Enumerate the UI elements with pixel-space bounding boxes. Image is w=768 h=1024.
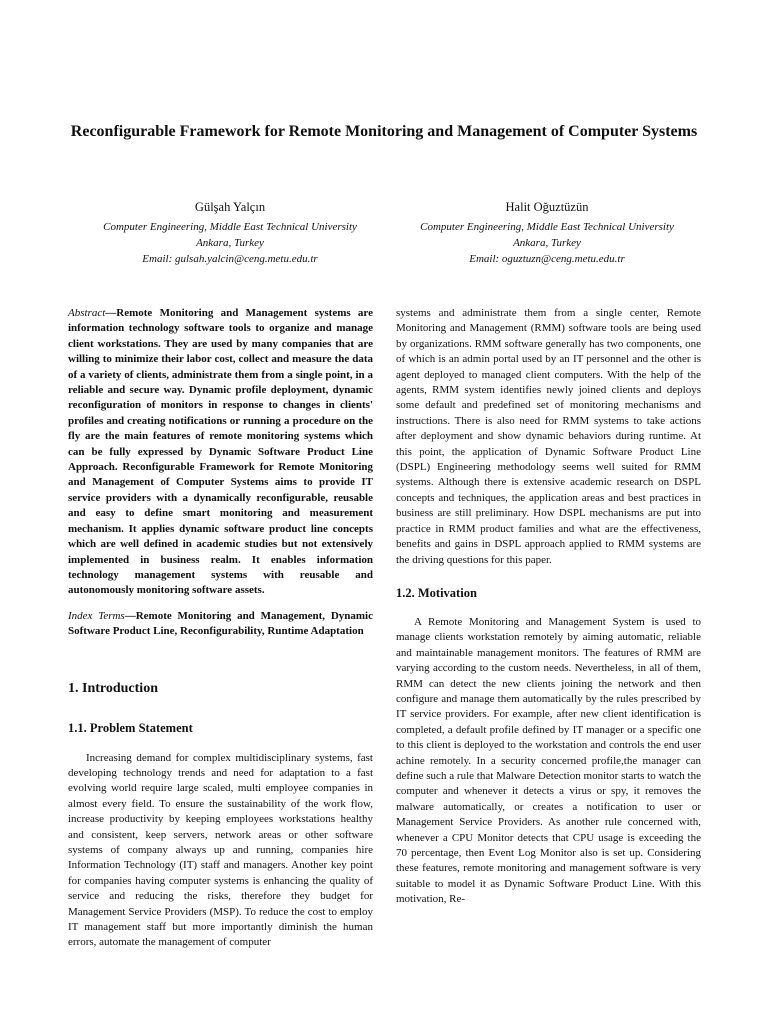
left-column	[68, 306, 373, 951]
author-location: Ankara, Turkey	[196, 237, 264, 249]
section-heading-introduction: 1. Introduction	[68, 680, 158, 696]
index-terms-label: Index Terms	[68, 609, 125, 622]
problem-statement-continued: systems and administrate them from a single center, Remote Monitoring and Management (RMM) software tools are being used by organizations. RMM software generally has two components, one of which is an admin portal used by an IT personnel and the other is agent deployed to managed client computers. With the help of the agents, RMM system identifies newly joined clients and deploys some default and predefined set of monitoring mechanisms and instructions. There is also need for RMM systems to take actions after deployment and show dynamic behaviors during runtime. At this point, the application of Dynamic Software Product Line (DSPL) Engineering methodology seems well suited for RMM systems. Although there is extensive academic research on DSPL concepts and techniques, the application areas and best practices in business are still preliminary. How DSPL mechanisms are put into practice in RMM product families and what are the effectiveness, benefits and gains in DSPL approach applied to RMM systems are the driving questions for this paper.	[396, 307, 701, 566]
author-email: Email: oguztuzn@ceng.metu.edu.tr	[469, 253, 625, 265]
index-terms	[68, 609, 373, 640]
author-name: Gülşah Yalçın	[194, 200, 266, 214]
author-affiliation: Computer Engineering, Middle East Technical University	[103, 221, 357, 233]
author-block-1	[58, 199, 402, 267]
author-location: Ankara, Turkey	[513, 237, 581, 249]
subsection-heading-motivation: 1.2. Motivation	[396, 585, 477, 600]
problem-statement-paragraph: Increasing demand for complex multidisciplinary systems, fast developing technology trends and need for adaptation to a fast evolving world require large scaled, multi employee companies in almost every field. To ensure the sustainability of the work flow, increase productivity by keeping employees workstations healthy and consistent, keep servers, network areas or other software systems of company always up and running, companies hire Information Technology (IT) staff and managers. Another key point for companies having computer systems is enhancing the quality of service and reducing the risks, therefore they budget for Management Service Providers (MSP). To reduce the cost to employ IT management staff but more importantly diminish the human errors, automate the management of computer	[68, 751, 373, 949]
author-affiliation: Computer Engineering, Middle East Technical University	[420, 221, 674, 233]
paper-title: Reconfigurable Framework for Remote Monitoring and Management of Computer Systems	[70, 123, 698, 140]
index-terms-text: —Remote Monitoring and Management, Dynamic Software Product Line, Reconfigurability, Runtime Adaptation	[68, 609, 373, 638]
author-name: Halit Oğuztüzün	[505, 200, 589, 214]
motivation-paragraph: A Remote Monitoring and Management System is used to manage clients workstation remotely by aiming automatic, reliable and maintainable management monitors. The features of RMM are varying according to the custom needs. Nevertheless, in all of them, RMM can detect the new clients joining the network and then configure and manage them automatically by the rules prescribed by IT service providers. For example, after new client identification is completed, a default profile defined by IT manager or a specific one to this client is deployed to the workstation and controls the end user achine remotely. In a security concerned profile,the manager can define such a rule that Malware Detection monitor starts to watch the computer and whenever it detects a virus or spy, it removes the malware automatically, or creates a notification to user or Management Service Providers. As another rule concerned with, whenever a CPU Monitor detects that CPU usage is exceeding the 70 percentage, then Event Log Monitor also is set up. Considering these features, remote monitoring and management software is very suitable to model it as Dynamic Software Product Line. With this motivation, Re-	[396, 615, 701, 906]
author-email: Email: gulsah.yalcin@ceng.metu.edu.tr	[142, 253, 318, 265]
right-column	[396, 306, 701, 908]
author-block-2	[386, 199, 708, 267]
abstract	[68, 306, 373, 599]
abstract-text: —Remote Monitoring and Management systems are information technology software tools to organize and manage client workstations. They are used by many companies that are willing to minimize their labor cost, collect and measure the data of a variety of clients, administrate them from a single point, in a reliable and secure way. Dynamic profile deployment, dynamic reconfiguration of monitors in response to changes in clients' profiles and creating notifications or running a procedure on the fly are the main features of remote monitoring systems which can be fully expressed by Dynamic Software Product Line Approach. Reconfigurable Framework for Remote Monitoring and Management of Computer Systems aims to provide IT service providers with a dynamically reconfigurable, reusable and easy to define smart monitoring and measurement mechanism. It applies dynamic software product line concepts which are well defined in academic studies but not extensively implemented in business realm. It enables information technology management systems with reusable and autonomously monitoring software assets.	[68, 307, 373, 597]
subsection-heading-problem-statement: 1.1. Problem Statement	[68, 720, 193, 735]
abstract-label: Abstract	[68, 307, 106, 319]
